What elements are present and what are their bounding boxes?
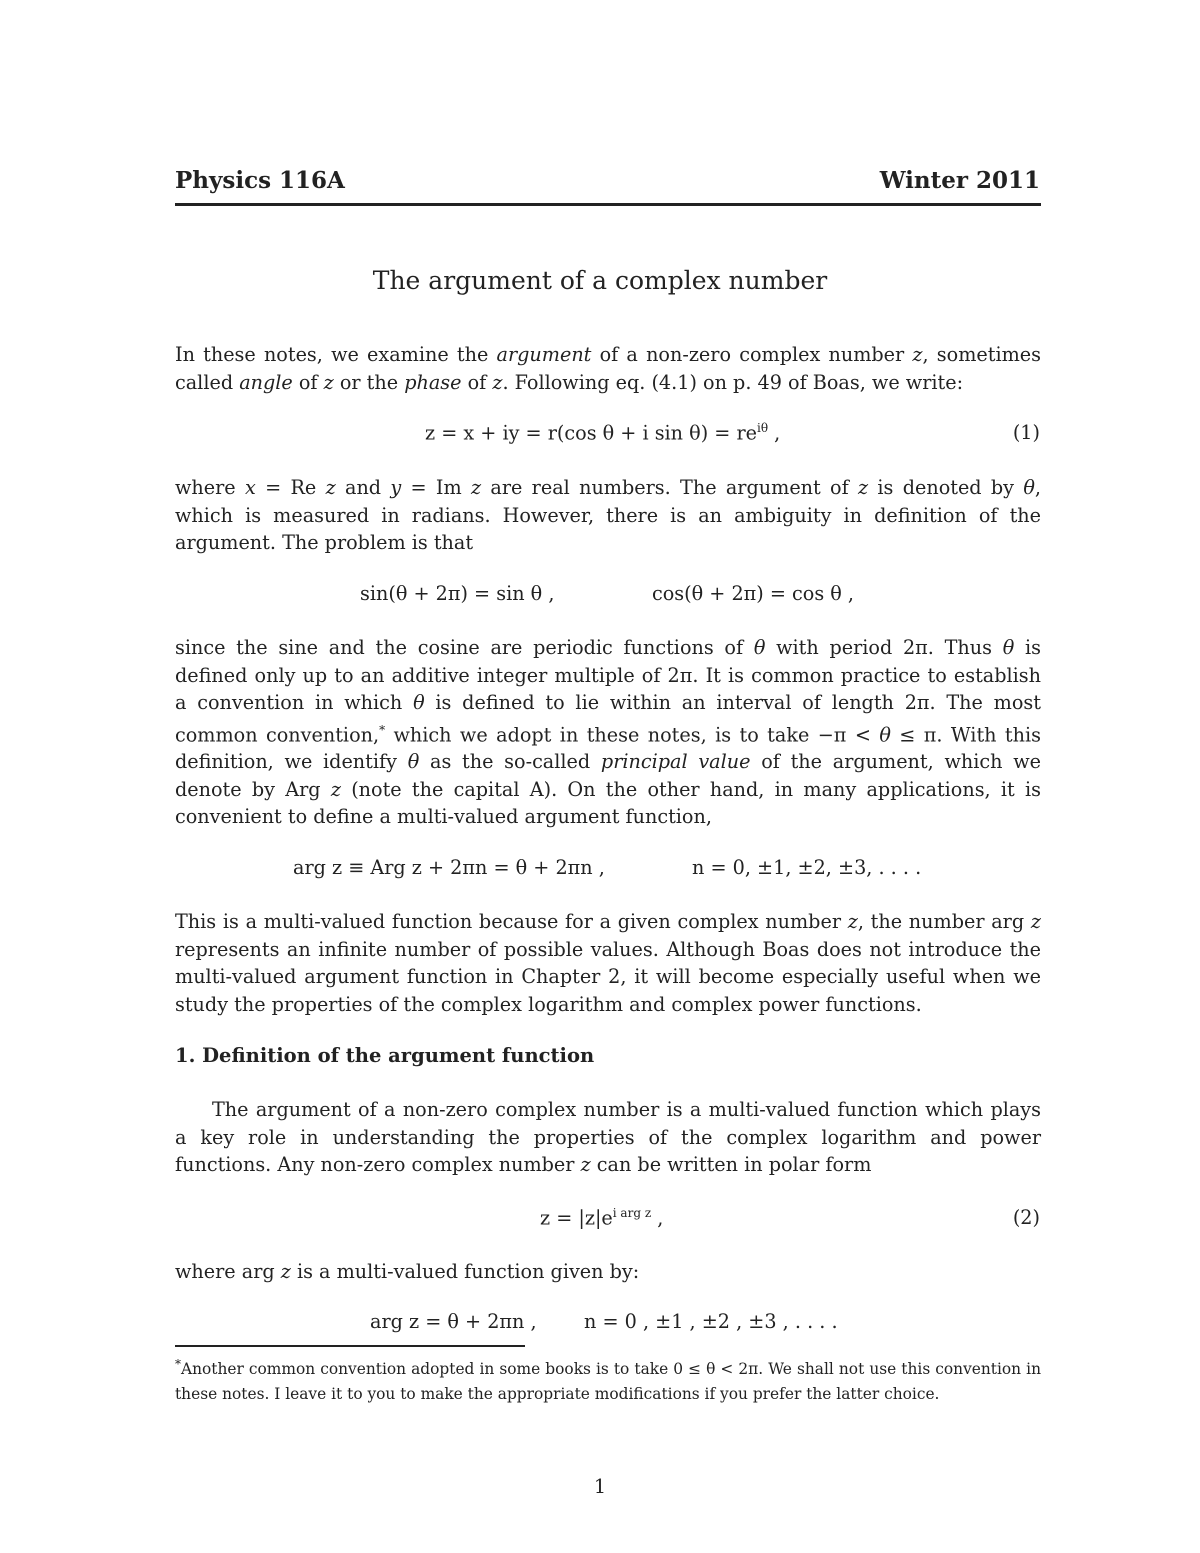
- paragraph-convention: since the sine and the cosine are periodic functions of θ with period 2π. Thus θ is defined only up to an additive integer multiple of 2π. It is common practice to establish a convention in which θ is defined to lie within an interval of length 2π. The most common convention,* which we adopt in these notes, is to take −π < θ ≤ π. With this definition, we identify θ as the so-called principal value of the argument, which we denote by Arg z (note the capital A). On the other hand, in many applications, it is convenient to define a multi-valued argument function,: [175, 636, 1041, 829]
- page-title: The argument of a complex number: [372, 266, 828, 295]
- paragraph-arg-given-by: where arg z is a multi-valued function given by:: [175, 1260, 640, 1283]
- equation-arg-multivalued: arg z ≡ Arg z + 2πn = θ + 2πn ,: [293, 856, 605, 879]
- equation-2: $z = |z|e^{i arg z}$ ,: [540, 1206, 664, 1230]
- paragraph-polar-form: The argument of a non-zero complex number is a multi-valued function which plays a key role in understanding the properties of the complex logarithm and power functions. Any non-zero complex number z can be written in polar form: [175, 1098, 1041, 1176]
- equation-2-number: (2): [1012, 1206, 1040, 1229]
- footnote: *Another common convention adopted in some books is to take 0 ≤ θ < 2π. We shall not use this convention in these notes. I leave it to you to make the appropriate modifications if you prefer the latter choice.: [175, 1357, 1041, 1403]
- footnote-marker: *: [379, 722, 386, 737]
- intro-paragraph: In these notes, we examine the argument of a non-zero complex number z, sometimes called angle of z or the phase of z. Following eq. (4.1) on p. 49 of Boas, we write:: [175, 343, 1042, 394]
- term-header: Winter 2011: [879, 167, 1040, 194]
- equation-3-n-values: n = 0 , ±1 , ±2 , ±3 , . . . .: [584, 1310, 838, 1333]
- section-heading-1: 1. Definition of the argument function: [175, 1044, 595, 1067]
- equation-3: arg z = θ + 2πn ,: [370, 1310, 537, 1333]
- equation-arg-n-values: n = 0, ±1, ±2, ±3, . . . .: [692, 856, 922, 879]
- course-header: Physics 116A: [175, 167, 345, 194]
- equation-sin-periodic: sin(θ + 2π) = sin θ ,: [360, 582, 555, 605]
- equation-cos-periodic: cos(θ + 2π) = cos θ ,: [652, 582, 855, 605]
- page-number: 1: [593, 1475, 607, 1498]
- equation-1-number: (1): [1012, 421, 1040, 444]
- header-rule: [175, 203, 1041, 206]
- equation-1: z = x + iy = r(cos θ + i $\sin \theta) = re^{i\theta}$ ,: [425, 421, 781, 445]
- paragraph-definition: where x = Re z and y = Im z are real numbers. The argument of z is denoted by θ, which is measured in radians. However, there is an ambiguity in definition of the argument. The problem is that: [175, 476, 1041, 554]
- paragraph-multivalued: This is a multi-valued function because for a given complex number z, the number arg z represents an infinite number of possible values. Although Boas does not introduce the multi-valued argument function in Chapter 2, it will become especially useful when we study the properties of the complex logarithm and complex power functions.: [175, 910, 1041, 1016]
- footnote-rule: [175, 1345, 525, 1347]
